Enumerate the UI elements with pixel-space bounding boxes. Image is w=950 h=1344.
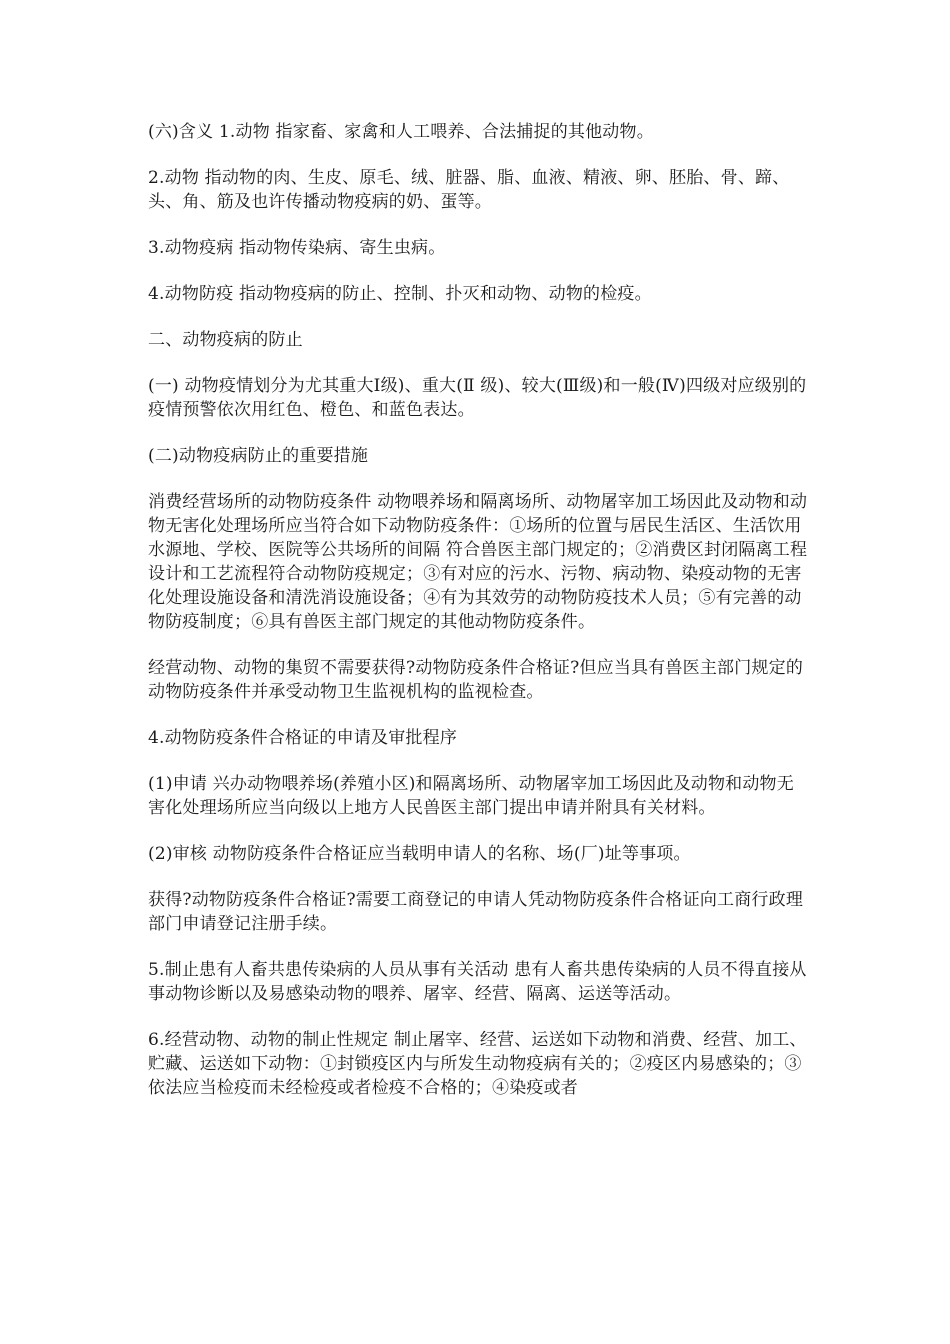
paragraph-prohibitions: 6.经营动物、动物的制止性规定 制止屠宰、经营、运送如下动物和消费、经营、加工、贮藏、运送如下动物：①封锁疫区内与所发生动物疫病有关的；②疫区内易感染的；③依法应当检疫而未经检疫或者检疫不合格的；④染疫或者 xyxy=(148,1030,807,1098)
paragraph-site-conditions: 消费经营场所的动物防疫条件 动物喂养场和隔离场所、动物屠宰加工场因此及动物和动物无害化处理场所应当符合如下动物防疫条件：①场所的位置与居民生活区、生活饮用水源地、学校、医院等公共场所的间隔 符合兽医主部门规定的；②消费区封闭隔离工程设计和工艺流程符合动物防疫规定；③有对应的污水、污物、病动物、染疫动物的无害化处理设施设备和清洗消设施设备；④有为其效劳的动物防疫技术人员；⑤有完善的动物防疫制度；⑥具有兽医主部门规定的其他动物防疫条件。 xyxy=(148,492,808,632)
subsection-heading-measures: (二)动物疫病防止的重要措施 xyxy=(148,446,369,466)
paragraph-epidemic-levels: (一) 动物疫情划分为尤其重大Ⅰ级)、重大(Ⅱ 级)、较大(Ⅲ级)和一般(Ⅳ)四级对应级别的疫情预警依次用红色、橙色、和蓝色表达。 xyxy=(148,376,807,420)
paragraph-review: (2)审核 动物防疫条件合格证应当载明申请人的名称、场(厂)址等事项。 xyxy=(148,844,691,864)
paragraph-application: (1)申请 兴办动物喂养场(养殖小区)和隔离场所、动物屠宰加工场因此及动物和动物无害化处理场所应当向级以上地方人民兽医主部门提出申请并附具有关材料。 xyxy=(148,774,794,818)
paragraph-definitions-animal-products: 2.动物 指动物的肉、生皮、原毛、绒、脏器、脂、血液、精液、卵、胚胎、骨、蹄、头、角、筋及也许传播动物疫病的奶、蛋等。 xyxy=(148,168,790,212)
section-heading-prevention: 二、动物疫病的防止 xyxy=(148,330,303,350)
paragraph-market-conditions: 经营动物、动物的集贸不需要获得?动物防疫条件合格证?但应当具有兽医主部门规定的动物防疫条件并承受动物卫生监视机构的监视检查。 xyxy=(148,658,804,702)
paragraph-definitions-epidemic: 3.动物疫病 指动物传染病、寄生虫病。 xyxy=(148,238,446,258)
paragraph-registration: 获得?动物防疫条件合格证?需要工商登记的申请人凭动物防疫条件合格证向工商行政理部门申请登记注册手续。 xyxy=(148,890,804,934)
document-page xyxy=(148,120,808,1122)
paragraph-definitions-animal: (六)含义 1.动物 指家畜、家禽和人工喂养、合法捕捉的其他动物。 xyxy=(148,122,654,142)
paragraph-definitions-prevention: 4.动物防疫 指动物疫病的防止、控制、扑灭和动物、动物的检疫。 xyxy=(148,284,652,304)
paragraph-zoonosis-restriction: 5.制止患有人畜共患传染病的人员从事有关活动 患有人畜共患传染病的人员不得直接从事动物诊断以及易感染动物的喂养、屠宰、经营、隔离、运送等活动。 xyxy=(148,960,807,1004)
heading-certificate-procedure: 4.动物防疫条件合格证的申请及审批程序 xyxy=(148,728,458,748)
